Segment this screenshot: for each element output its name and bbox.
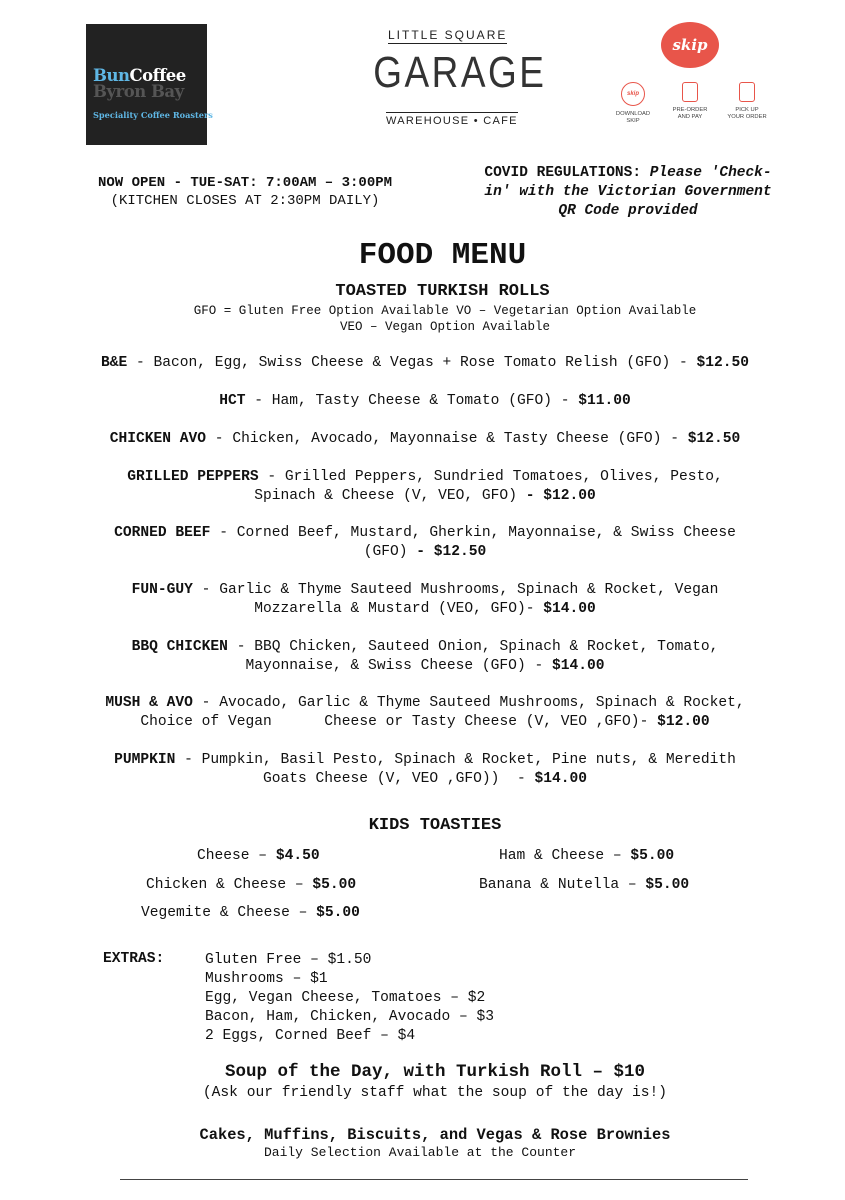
- covid-notice: COVID REGULATIONS: Please 'Check- in' with the Victorian Government QR Code provided: [484, 165, 772, 219]
- menu-item-mush-avo: MUSH & AVO - Avocado, Garlic & Thyme Sauteed Mushrooms, Spinach & Rocket, Choice of Vegan Cheese or Tasty Cheese (V, VEO ,GFO)- $12.00: [105, 695, 745, 730]
- section-title-kids: KIDS TOASTIES: [368, 816, 502, 835]
- kids-item-banana-nutella: Banana & Nutella – $5.00: [479, 877, 690, 893]
- extras-line: Mushrooms – $1: [205, 971, 328, 987]
- cakes-title: Cakes, Muffins, Biscuits, and Vegas & Rose Brownies: [199, 1126, 671, 1144]
- garage-logo: LITTLE SQUARE GARAGE WAREHOUSE • CAFE: [373, 28, 547, 127]
- skip-step-pickup: PICK UP YOUR ORDER: [718, 82, 776, 121]
- extras-line: Gluten Free – $1.50: [205, 952, 372, 968]
- menu-item-bbq-chicken: BBQ CHICKEN - BBQ Chicken, Sauteed Onion, Spinach & Rocket, Tomato, Mayonnaise, & Swiss Cheese (GFO) - $14.00: [131, 639, 719, 674]
- extras-label: EXTRAS:: [103, 951, 165, 967]
- skip-step-preorder: PRE-ORDER AND PAY: [661, 82, 719, 121]
- kids-item-chicken-cheese: Chicken & Cheese – $5.00: [146, 877, 357, 893]
- menu-item-fun-guy: FUN-GUY - Garlic & Thyme Sauteed Mushrooms, Spinach & Rocket, Vegan Mozzarella & Mustard (VEO, GFO)- $14.00: [131, 582, 719, 617]
- menu-item-be: B&E - Bacon, Egg, Swiss Cheese & Vegas + Rose Tomato Relish (GFO) - $12.50: [100, 355, 750, 371]
- kids-item-cheese: Cheese – $4.50: [197, 848, 320, 864]
- skip-download-icon: skip: [621, 82, 645, 106]
- menu-item-pumpkin: PUMPKIN - Pumpkin, Basil Pesto, Spinach & Rocket, Pine nuts, & Meredith Goats Cheese (V, VEO ,GFO)) - $14.00: [114, 752, 736, 787]
- soup-note: (Ask our friendly staff what the soup of the day is!): [202, 1085, 668, 1101]
- soup-of-the-day: Soup of the Day, with Turkish Roll – $10: [224, 1062, 646, 1082]
- extras-line: Bacon, Ham, Chicken, Avocado – $3: [205, 1009, 495, 1025]
- cakes-note: Daily Selection Available at the Counter: [263, 1145, 577, 1160]
- extras-line: 2 Eggs, Corned Beef – $4: [205, 1028, 416, 1044]
- phone-icon: [682, 82, 698, 102]
- kids-item-vegemite-cheese: Vegemite & Cheese – $5.00: [141, 905, 360, 921]
- menu-item-grilled-peppers: GRILLED PEPPERS - Grilled Peppers, Sundried Tomatoes, Olives, Pesto, Spinach & Cheese (V, VEO, GFO) - $12.00: [127, 469, 723, 504]
- menu-item-corned-beef: CORNED BEEF - Corned Beef, Mustard, Gherkin, Mayonnaise, & Swiss Cheese (GFO) - $12.50: [114, 525, 736, 560]
- cup-icon: [739, 82, 755, 102]
- bottom-divider: [120, 1179, 748, 1180]
- dietary-legend: GFO = Gluten Free Option Available VO – Vegetarian Option Available VEO – Vegan Option Available: [193, 304, 697, 334]
- opening-hours: NOW OPEN - TUE-SAT: 7:00AM – 3:00PM (KITCHEN CLOSES AT 2:30PM DAILY): [97, 175, 393, 209]
- section-title-turkish-rolls: TOASTED TURKISH ROLLS: [335, 282, 550, 301]
- skip-step-download: skip DOWNLOAD SKIP: [604, 82, 662, 125]
- kids-item-ham-cheese: Ham & Cheese – $5.00: [499, 848, 675, 864]
- menu-item-hct: HCT - Ham, Tasty Cheese & Tomato (GFO) - $11.00: [219, 393, 631, 409]
- extras-list: [205, 951, 494, 1046]
- page-title: FOOD MENU: [358, 238, 527, 273]
- extras-line: Egg, Vegan Cheese, Tomatoes – $2: [205, 990, 486, 1006]
- menu-item-chicken-avo: CHICKEN AVO - Chicken, Avocado, Mayonnaise & Tasty Cheese (GFO) - $12.50: [109, 431, 741, 447]
- skip-logo: skip: [661, 22, 719, 68]
- buncoffee-logo: BunCoffee Byron Bay Speciality Coffee Roasters: [86, 24, 207, 145]
